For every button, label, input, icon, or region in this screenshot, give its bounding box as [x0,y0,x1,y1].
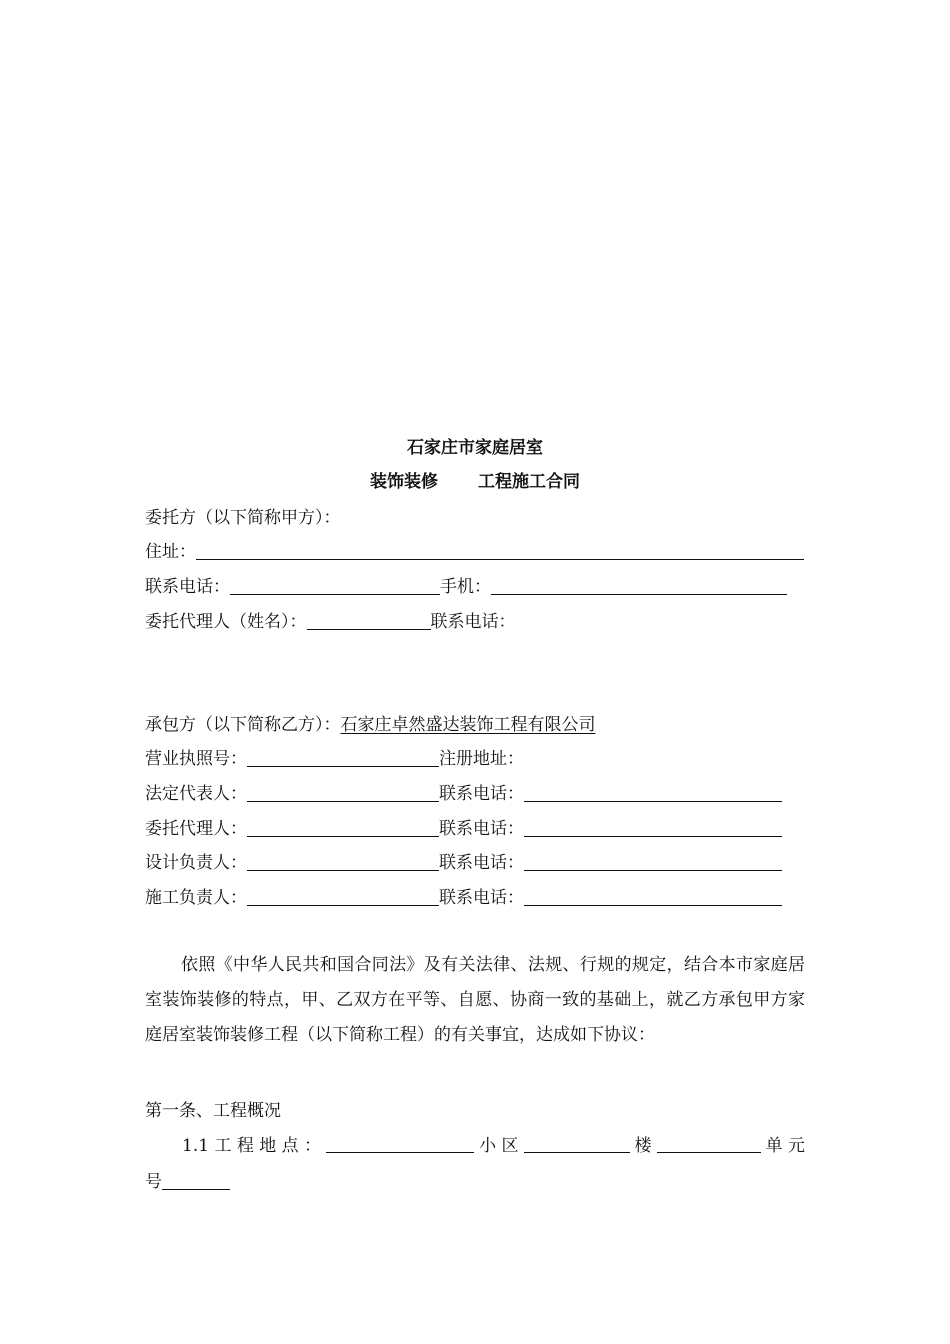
article-1-heading: 第一条、工程概况 [145,1101,281,1121]
row-phone-blank[interactable] [524,852,782,871]
party-b-row [145,817,782,841]
title-line-2 [0,470,950,494]
row-label: 施工负责人： [145,888,247,908]
number-row [145,1170,230,1194]
row-phone-blank[interactable] [524,818,782,837]
party-a-agent-row [145,610,516,634]
mobile-blank[interactable] [491,576,787,595]
unit-label: 单 元 [765,1136,805,1156]
intro-paragraph: 依照《中华人民共和国合同法》及有关法律、法规、行规的规定，结合本市家庭居室装饰装修的特点，甲、乙双方在平等、自愿、协商一致的基础上，就乙方承包甲方家庭居室装饰装修工程（以下简称工程）的有关事宜，达成如下协议： [145,955,805,1045]
row-phone-label: 联系电话： [439,784,524,804]
mobile-label: 手机： [440,577,491,597]
row-blank[interactable] [247,852,439,871]
row-phone-label: 联系电话： [439,819,524,839]
item-1-1-label: 1.1 工 程 地 点 ： [182,1136,322,1156]
party-b-row [145,886,782,910]
party-a-address-row [145,540,804,564]
location-blank[interactable] [326,1134,474,1153]
agent-label: 委托代理人（姓名）： [145,612,307,632]
party-b-company: 石家庄卓然盛达装饰工程有限公司 [340,715,596,735]
party-b-heading-row [145,713,596,737]
party-b-row [145,851,782,875]
agent-blank[interactable] [307,611,431,630]
row-label: 委托代理人： [145,819,247,839]
agent-phone-label: 联系电话： [430,612,516,632]
party-b-row [145,782,782,806]
row-phone-blank[interactable] [524,783,782,802]
number-blank[interactable] [162,1171,230,1190]
row-blank[interactable] [247,887,439,906]
row-phone-label: 联系电话： [439,853,524,873]
license-blank[interactable] [247,748,439,767]
building-label: 楼 [634,1136,652,1156]
row-blank[interactable] [247,783,439,802]
row-label: 法定代表人： [145,784,247,804]
title-line-1: 石家庄市家庭居室 [407,438,543,458]
district-label: 小 区 [479,1136,519,1156]
item-1-1-row [182,1134,805,1158]
number-label: 号 [145,1172,162,1192]
party-b-license-row [145,747,524,771]
license-label: 营业执照号： [145,749,247,769]
phone-blank[interactable] [230,576,440,595]
party-a-heading: 委托方（以下简称甲方）： [145,508,341,528]
title-line-2-part-b: 工程施工合同 [478,472,580,492]
reg-address-label: 注册地址： [439,749,524,769]
row-phone-label: 联系电话： [439,888,524,908]
address-blank[interactable] [196,541,804,560]
phone-label: 联系电话： [145,577,230,597]
address-label: 住址： [145,542,196,562]
party-b-heading: 承包方（以下简称乙方）： [145,715,341,735]
row-phone-blank[interactable] [524,887,782,906]
party-a-phone-row [145,575,787,599]
building-blank[interactable] [657,1134,761,1153]
row-blank[interactable] [247,818,439,837]
row-label: 设计负责人： [145,853,247,873]
district-blank[interactable] [524,1134,630,1153]
title-line-2-part-a: 装饰装修 [370,472,438,492]
